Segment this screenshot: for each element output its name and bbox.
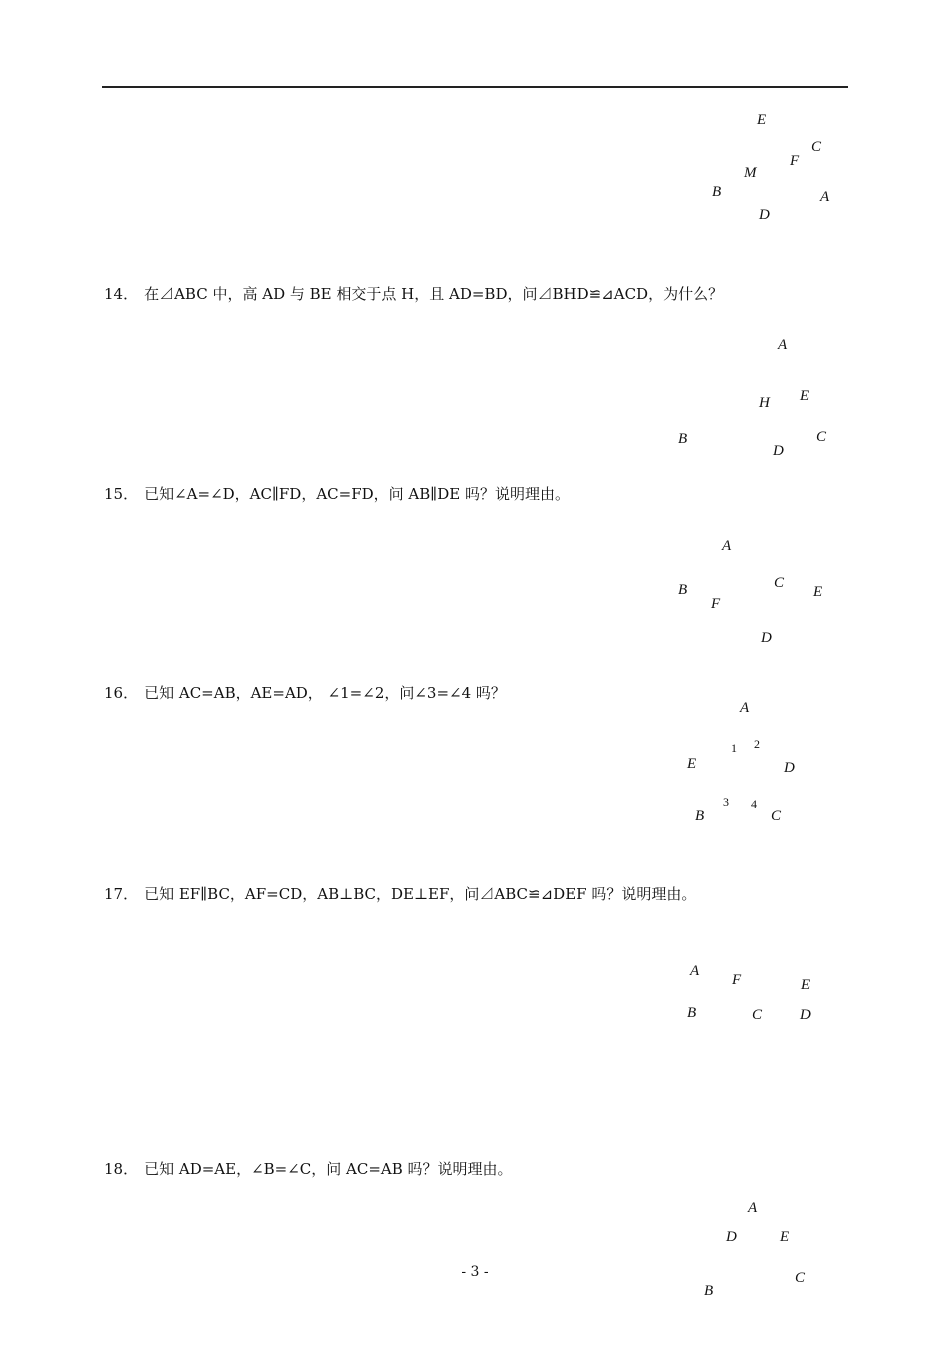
figure-label: C	[774, 575, 785, 591]
figure-label: A	[722, 538, 732, 554]
figure-label: E	[801, 977, 811, 993]
figure-label: D	[759, 207, 770, 223]
question-16	[104, 683, 506, 703]
figure-label: C	[795, 1270, 806, 1286]
figure-label: B	[678, 431, 688, 447]
figure-label: A	[690, 963, 700, 979]
figure-label: E	[687, 756, 697, 772]
figure-label: A	[820, 189, 830, 205]
figure-label: A	[778, 337, 788, 353]
figure-label: E	[757, 112, 767, 128]
page-number: - 3 -	[461, 1264, 489, 1280]
figure-label: E	[800, 388, 810, 404]
figure-label: F	[790, 153, 800, 169]
angle-number-label: 1	[731, 741, 737, 755]
question-text: 已知 AC=AB，AE=AD， ∠1=∠2，问∠3=∠4 吗？	[144, 684, 506, 702]
question-18	[104, 1159, 513, 1179]
question-text: 已知 AD=AE，∠B=∠C，问 AC=AB 吗？说明理由。	[144, 1160, 513, 1178]
figure-label: C	[816, 429, 827, 445]
question-text: 在⊿ABC 中，高 AD 与 BE 相交于点 H，且 AD=BD，问⊿BHD≌⊿ACD，为什么？	[144, 285, 724, 303]
figure-label: F	[732, 972, 742, 988]
question-number: 16．	[104, 684, 139, 702]
figure-label: B	[678, 582, 688, 598]
figure-label: A	[740, 700, 750, 716]
question-text: 已知 EF∥BC，AF=CD，AB⊥BC，DE⊥EF，问⊿ABC≌⊿DEF 吗？说明理由。	[144, 885, 697, 903]
header-rule	[102, 86, 848, 88]
question-number: 15．	[104, 485, 139, 503]
figure-label: B	[687, 1005, 697, 1021]
question-14	[104, 284, 723, 304]
figure-label: D	[726, 1229, 737, 1245]
figure-label: D	[761, 630, 772, 646]
figure-label: M	[744, 165, 757, 181]
question-number: 18．	[104, 1160, 139, 1178]
question-number: 14．	[104, 285, 139, 303]
angle-number-label: 4	[751, 797, 757, 811]
question-number: 17．	[104, 885, 139, 903]
figure-label: B	[704, 1283, 714, 1299]
figure-label: E	[780, 1229, 790, 1245]
figure-label: C	[752, 1007, 763, 1023]
figure-label: D	[773, 443, 784, 459]
figure-label: E	[813, 584, 823, 600]
figure-label: C	[811, 139, 822, 155]
figure-label: A	[748, 1200, 758, 1216]
figure-label: H	[759, 395, 770, 411]
question-15	[104, 484, 570, 504]
figure-label: F	[711, 596, 721, 612]
question-text: 已知∠A=∠D，AC∥FD，AC=FD，问 AB∥DE 吗？说明理由。	[144, 485, 570, 503]
angle-number-label: 3	[723, 795, 729, 809]
figure-label: C	[771, 808, 782, 824]
question-17	[104, 884, 696, 904]
angle-number-label: 2	[754, 737, 760, 751]
figure-label: B	[712, 184, 722, 200]
figure-label: D	[800, 1007, 811, 1023]
figure-label: D	[784, 760, 795, 776]
figure-label: B	[695, 808, 705, 824]
